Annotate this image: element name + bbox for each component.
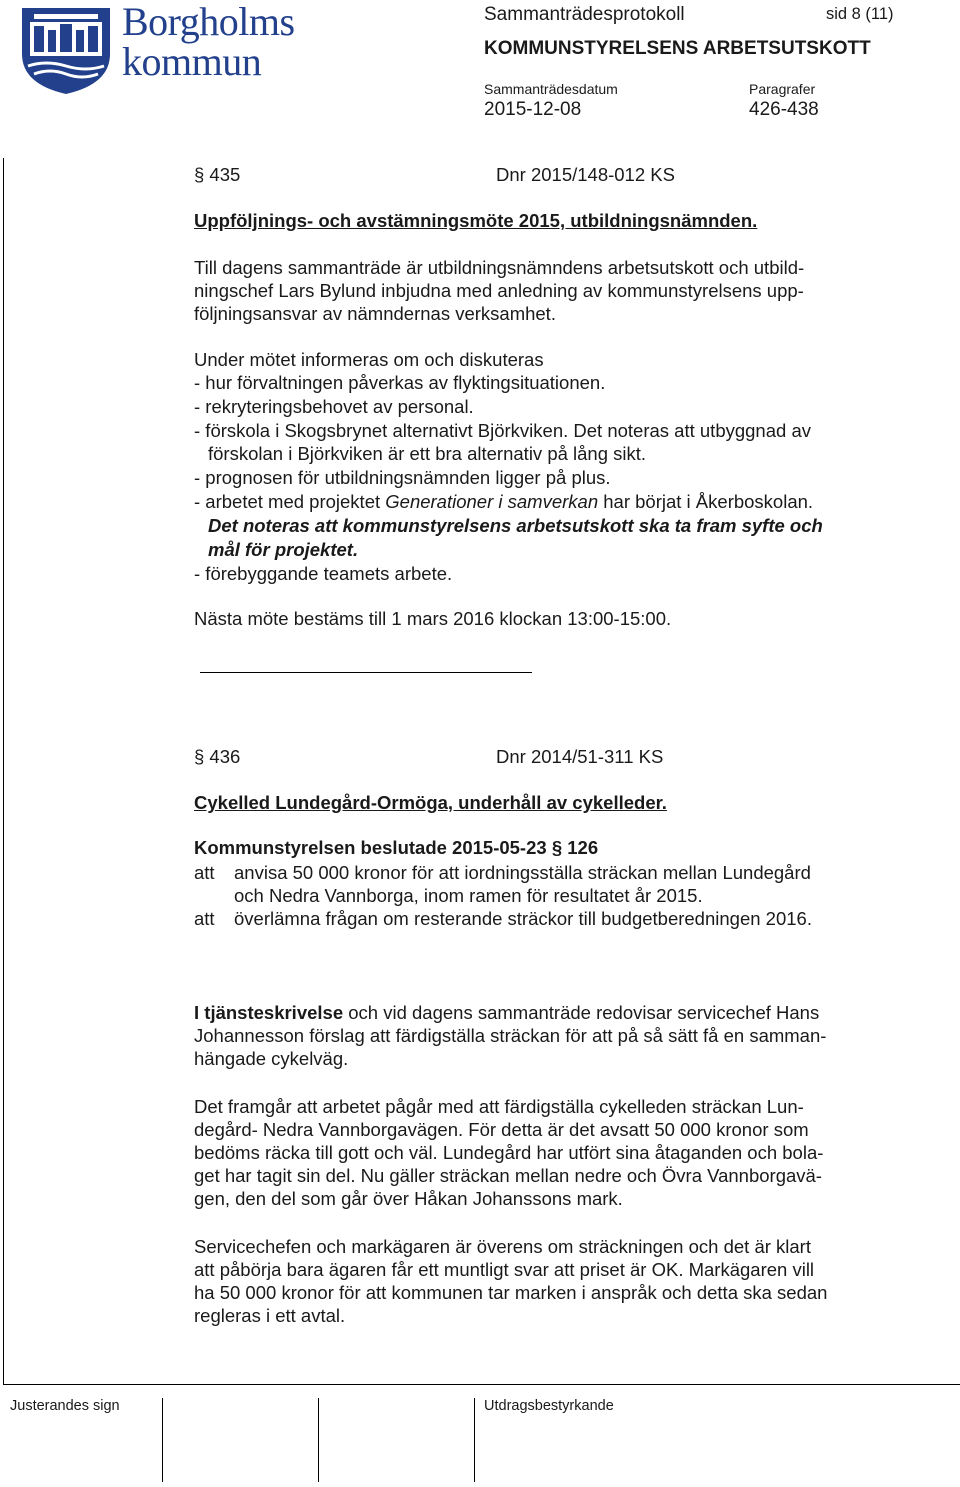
section-435-number: § 435 [194,164,241,185]
signature-box-divider [474,1398,475,1482]
discussion-item: - rekryteringsbehovet av personal. [194,396,474,417]
section-436-dnr: Dnr 2014/51-311 KS [496,746,664,767]
project-suffix: har börjat i Åkerboskolan. [598,491,814,512]
status-paragraph-line: get har tagit sin del. Nu gäller sträckan mellan nedre och Övra Vannborgavä- [194,1165,822,1186]
borgholm-logo [18,0,295,96]
decision-att-word: att [194,862,215,883]
document-type: Sammanträdesprotokoll [484,4,685,25]
report-paragraph-line: hängade cykelväg. [194,1048,349,1069]
decision-att-text: anvisa 50 000 kronor för att iordningsställa sträckan mellan Lundegård [234,862,811,883]
committee-name: KOMMUNSTYRELSENS ARBETSUTSKOTT [484,38,871,59]
section-435-title: Uppföljnings- och avstämningsmöte 2015, utbildningsnämnden. [194,210,758,231]
section-435-intro-line: ningschef Lars Bylund inbjudna med anledning av kommunstyrelsens upp- [194,280,804,301]
agreement-paragraph-line: Servicechefen och markägaren är överens om sträckningen och det är klart [194,1236,811,1257]
project-note: Det noteras att kommunstyrelsens arbetsutskott ska ta fram syfte och [208,515,823,536]
agreement-paragraph-line: ha 50 000 kronor för att kommunen tar marken i anspråk och detta ska sedan [194,1282,828,1303]
footer-divider [3,1384,960,1385]
agreement-paragraph-line: regleras i ett avtal. [194,1305,346,1326]
sign-label: Justerandes sign [10,1398,120,1414]
margin-line [3,158,4,1384]
next-meeting: Nästa möte bestäms till 1 mars 2016 klockan 13:00-15:00. [194,608,672,629]
coat-of-arms-icon [18,4,114,96]
meeting-date: 2015-12-08 [484,99,582,120]
decision-att-word: att [194,908,215,929]
project-name: Generationer i samverkan [385,491,599,512]
signature-box-divider [318,1398,319,1482]
discussion-item-continuation: förskolan i Björkviken är ett bra alternativ på lång sikt. [208,443,647,464]
status-paragraph-line: bedöms räcka till gott och väl. Lundegård har utfört sina åtaganden och bola- [194,1142,824,1163]
paragraphs-label: Paragrafer [749,81,816,97]
discussion-item: - förskola i Skogsbrynet alternativt Björkviken. Det noteras att utbyggnad av [194,420,811,441]
report-paragraph-line: Johannesson förslag att färdigställa sträckan för att på så sätt få en samman- [194,1025,827,1046]
extract-label: Utdragsbestyrkande [484,1398,614,1414]
discussion-item: - prognosen för utbildningsnämnden ligger på plus. [194,467,611,488]
meeting-date-label: Sammanträdesdatum [484,81,618,97]
project-note: mål för projektet. [208,539,359,560]
discussion-item-project [194,490,813,513]
section-436-title: Cykelled Lundegård-Ormöga, underhåll av cykelleder. [194,792,667,813]
project-prefix: - arbetet med projektet [194,491,386,512]
section-separator [200,672,532,673]
signature-box-divider [162,1398,163,1482]
section-435-intro-line: Till dagens sammanträde är utbildningsnämndens arbetsutskott och utbild- [194,257,805,278]
discussion-item: - hur förvaltningen påverkas av flyktingsituationen. [194,372,606,393]
report-lead: I tjänsteskrivelse [194,1002,344,1023]
decision-att-text: överlämna frågan om resterande sträckor till budgetberedningen 2016. [234,908,812,929]
discussion-item: - förebyggande teamets arbete. [194,563,453,584]
logo-name-line2: kommun [122,39,262,84]
decision-att-text: och Nedra Vannborga, inom ramen för resultatet år 2015. [234,885,703,906]
report-paragraph-line [194,1001,819,1024]
agreement-paragraph-line: att påbörja bara ägaren får ett muntligt svar att priset är OK. Markägaren vill [194,1259,815,1280]
paragraphs-range: 426-438 [749,99,819,120]
section-435-intro-line: följningsansvar av nämndernas verksamhet. [194,303,556,324]
status-paragraph-line: degård- Nedra Vannborgavägen. För detta är det avsatt 50 000 kronor som [194,1119,809,1140]
page-number: sid 8 (11) [826,5,894,23]
decision-heading: Kommunstyrelsen beslutade 2015-05-23 § 126 [194,837,599,858]
discussion-lead: Under mötet informeras om och diskuteras [194,349,544,370]
report-lead-rest: och vid dagens sammanträde redovisar servicechef Hans [343,1002,820,1023]
status-paragraph-line: Det framgår att arbetet pågår med att färdigställa cykelleden sträckan Lun- [194,1096,804,1117]
section-435-dnr: Dnr 2015/148-012 KS [496,164,675,185]
status-paragraph-line: gen, den del som går över Håkan Johanssons mark. [194,1188,623,1209]
section-436-number: § 436 [194,746,241,767]
logo-name-line1: Borgholms [122,0,295,44]
